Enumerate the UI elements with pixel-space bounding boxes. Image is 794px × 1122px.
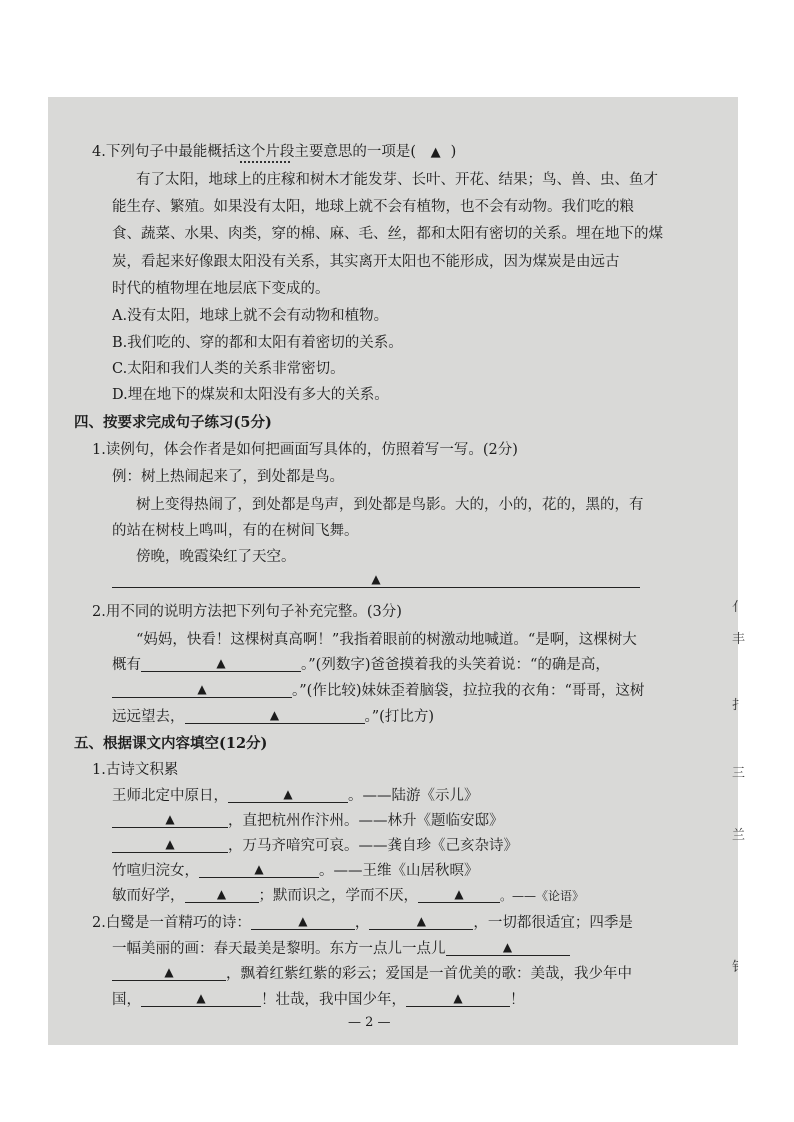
answer-blank[interactable]: ▲ bbox=[185, 707, 365, 724]
answer-blank[interactable]: ▲ bbox=[141, 655, 301, 672]
s5-sub2-line: ▲ ，飘着红紫红紫的彩云；爱国是一首优美的歌：美哉，我少年中 bbox=[112, 964, 632, 984]
poem-line: ▲ ，直把杭州作汴州。——林升《题临安邸》 bbox=[112, 811, 504, 831]
answer-blank[interactable]: ▲ bbox=[185, 886, 259, 903]
section-4-heading: 四、按要求完成句子练习(5分) bbox=[74, 414, 272, 431]
s5-sub2: 2.白鹭是一首精巧的诗： ▲ ， ▲ ，一切都很适宜；四季是 bbox=[92, 914, 633, 931]
s4-q1-model: 的站在树枝上鸣叫，有的在树间飞舞。 bbox=[112, 523, 359, 539]
answer-blank[interactable]: ▲ bbox=[112, 964, 226, 981]
poem-line: 竹喧归浣女， ▲ 。——王维《山居秋暝》 bbox=[112, 862, 479, 879]
answer-blank[interactable]: ▲ bbox=[112, 811, 228, 828]
s4-q1-example: 例：树上热闹起来了，到处都是鸟。 bbox=[112, 469, 344, 485]
answer-blank[interactable]: ▲ bbox=[406, 990, 510, 1007]
s5-sub2-line: 国， ▲ ！壮哉，我中国少年， ▲ ！ bbox=[112, 991, 525, 1008]
answer-blank[interactable]: ▲ bbox=[369, 913, 473, 930]
answer-blank[interactable]: ▲ bbox=[446, 939, 570, 956]
adjacent-page-char: 钅 bbox=[732, 960, 746, 975]
q4-passage-line: 有了太阳，地球上的庄稼和树木才能发芽、长叶、开花、结果；鸟、兽、虫、鱼才 bbox=[136, 172, 658, 188]
q4-passage-line: 食、蔬菜、水果、肉类，穿的棉、麻、毛、丝，都和太阳有密切的关系。埋在地下的煤 bbox=[112, 226, 663, 242]
adjacent-page-char: 三 bbox=[732, 766, 746, 781]
answer-blank[interactable]: ▲ bbox=[228, 786, 348, 803]
answer-blank[interactable]: ▲ bbox=[418, 886, 500, 903]
q4-option-a[interactable]: A.没有太阳，地球上就不会有动物和植物。 bbox=[112, 308, 389, 324]
q4-stem: 4.下列句子中最能概括这个片段主要意思的一项是( ▲ ) bbox=[92, 144, 457, 160]
answer-blank[interactable]: ▲ bbox=[112, 836, 228, 853]
q4-passage-line: 能生存、繁殖。如果没有太阳，地球上就不会有植物，也不会有动物。我们吃的粮 bbox=[112, 199, 634, 215]
s4-q2-text: 概有 ▲ 。”(列数字)爸爸摸着我的头笑着说：“的确是高， bbox=[112, 656, 610, 673]
adjacent-page-char: 扌 bbox=[732, 698, 746, 713]
s4-q2-stem: 2.用不同的说明方法把下列句子补充完整。(3分) bbox=[92, 604, 402, 620]
answer-blank[interactable]: ▲ bbox=[141, 990, 261, 1007]
adjacent-page-char: 丰 bbox=[732, 632, 746, 647]
answer-blank[interactable]: ▲ bbox=[112, 681, 292, 698]
s4-q1-model: 树上变得热闹了，到处都是鸟声，到处都是鸟影。大的，小的，花的，黑的，有 bbox=[136, 497, 644, 513]
poem-line: 敏而好学， ▲ ；默而识之，学而不厌， ▲ 。——《论语》 bbox=[112, 887, 585, 904]
q4-passage-line: 炭，看起来好像跟太阳没有关系，其实离开太阳也不能形成，因为煤炭是由远古 bbox=[112, 254, 620, 270]
adjacent-page-char: 亻 bbox=[732, 600, 746, 615]
q4-option-d[interactable]: D.埋在地下的煤炭和太阳没有多大的关系。 bbox=[112, 387, 389, 403]
page-number: — 2 — bbox=[348, 1015, 391, 1030]
exam-page bbox=[48, 97, 738, 1045]
s4-q1-answer-line[interactable]: ▲ bbox=[112, 571, 640, 591]
s4-q2-text: ▲ 。”(作比较)妹妹歪着脑袋，拉拉我的衣角：“哥哥，这树 bbox=[112, 681, 644, 701]
answer-blank[interactable]: ▲ bbox=[199, 861, 319, 878]
q4-passage-line: 时代的植物埋在地层底下变成的。 bbox=[112, 281, 330, 297]
poem-line: 王师北定中原日， ▲ 。——陆游《示儿》 bbox=[112, 787, 479, 804]
s5-sub1: 1.古诗文积累 bbox=[92, 762, 179, 778]
q4-option-b[interactable]: B.我们吃的、穿的都和太阳有着密切的关系。 bbox=[112, 335, 403, 351]
answer-blank[interactable]: ▲ bbox=[251, 913, 355, 930]
poem-line: ▲ ，万马齐喑究可哀。——龚自珍《己亥杂诗》 bbox=[112, 836, 518, 856]
section-5-heading: 五、根据课文内容填空(12分) bbox=[74, 735, 268, 752]
s4-q1-prompt: 傍晚，晚霞染红了天空。 bbox=[136, 549, 296, 565]
s4-q2-text: “妈妈，快看！这棵树真高啊！”我指着眼前的树激动地喊道。“是啊，这棵树大 bbox=[136, 632, 637, 648]
s5-sub2-line: 一幅美丽的画：春天最美是黎明。东方一点儿一点儿 ▲ bbox=[112, 939, 570, 959]
q4-option-c[interactable]: C.太阳和我们人类的关系非常密切。 bbox=[112, 361, 345, 377]
s4-q2-text: 远远望去， ▲ 。”(打比方) bbox=[112, 708, 434, 725]
adjacent-page-char: 兰 bbox=[732, 828, 746, 843]
s4-q1-stem: 1.读例句，体会作者是如何把画面写具体的，仿照着写一写。(2分) bbox=[92, 442, 518, 458]
